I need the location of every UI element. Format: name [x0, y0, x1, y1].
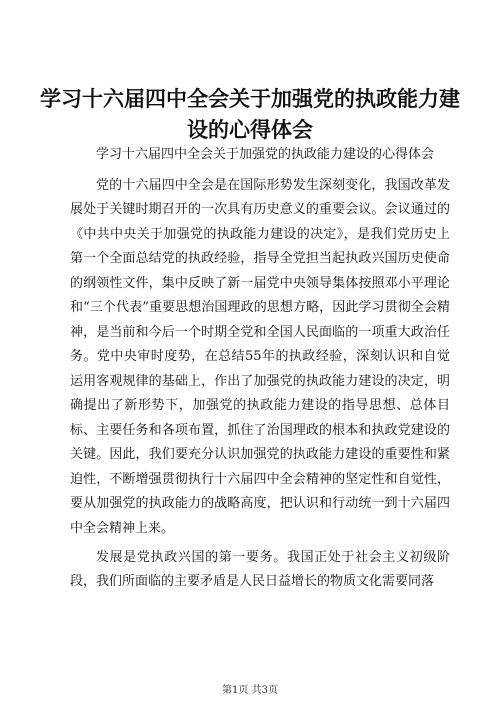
document-subtitle: 学习十六届四中全会关于加强党的执政能力建设的心得体会 — [96, 147, 435, 162]
page-number: 第1页 共3页 — [222, 685, 278, 696]
body-paragraph: 党的十六届四中全会是在国际形势发生深刻变化，我国改革发展处于关键时期召开的一次具有历史意义的重要会议。会议通过的《中共中央关于加强党的执政能力建设的决定》，是我们党历史上第一个全面总结党的执政经验，指导全党担当起执政兴国历史使命的纲领性文件，集中反映了新一届党中央领导集体按照邓小平理论和“三个代表”重要思想治国理政的思想方略，因此学习贯彻全会精神，是当前和今后一个时期全党和全国人民面临的一项重大政治任务。党中央审时度势，在总结55年的执政经验，深刻认识和自觉运用客观规律的基础上，作出了加强党的执政能力建设的决定，明确提出了新形势下，加强党的执政能力建设的指导思想、总体目标、主要任务和各项布置，抓住了治国理政的根本和执政党建设的关键。因此，我们要充分认识加强党的执政能力建设的重要性和紧迫性，不断增强贯彻执行十六届四中全会精神的坚定性和自觉性，要从加强党的执政能力的战略高度，把认识和行动统一到十六届四中全会精神上来。 — [70, 177, 450, 536]
body-paragraph: 发展是党执政兴国的第一要务。我国正处于社会主义初级阶段，我们所面临的主要矛盾是人民日益增长的物质文化需要同落 — [70, 549, 450, 589]
document-title: 学习十六届四中全会关于加强党的执政能力建设的心得体会 — [40, 87, 460, 142]
document-body — [70, 143, 450, 599]
